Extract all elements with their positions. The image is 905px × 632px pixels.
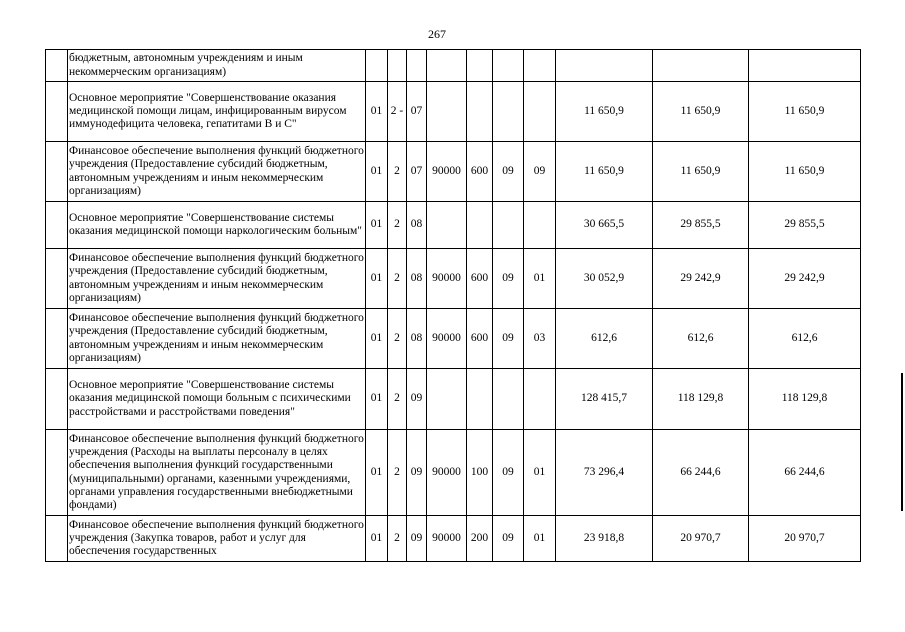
amount-cell: 612,6: [556, 309, 653, 369]
code-cell: [467, 369, 493, 430]
code-cell: [467, 82, 493, 142]
code-cell: 09: [493, 430, 524, 516]
row-marker-cell: [46, 82, 68, 142]
amount-cell: 29 855,5: [749, 202, 861, 249]
description-cell: Финансовое обеспечение выполнения функций бюджетного учреждения (Закупка товаров, работ и услуг для обеспечения государственных: [68, 516, 366, 562]
code-cell: [427, 82, 467, 142]
code-cell: 08: [407, 249, 427, 309]
code-cell: 01: [524, 430, 556, 516]
amount-cell: 11 650,9: [749, 142, 861, 202]
description-cell: Финансовое обеспечение выполнения функций бюджетного учреждения (Предоставление субсидий бюджетным, автономным учреждениям и иным некоммерческим организациям): [68, 249, 366, 309]
amount-cell: 11 650,9: [556, 142, 653, 202]
amount-cell: 20 970,7: [653, 516, 749, 562]
code-cell: 01: [366, 369, 388, 430]
code-cell: [524, 50, 556, 82]
code-cell: [427, 202, 467, 249]
code-cell: 2: [388, 430, 407, 516]
code-cell: [467, 50, 493, 82]
row-marker-cell: [46, 249, 68, 309]
code-cell: 09: [407, 369, 427, 430]
amount-cell: 118 129,8: [749, 369, 861, 430]
amount-cell: 20 970,7: [749, 516, 861, 562]
amount-cell: 29 855,5: [653, 202, 749, 249]
amount-cell: [749, 50, 861, 82]
description-cell: Основное мероприятие "Совершенствование системы оказания медицинской помощи больным с психическими расстройствами и расстройствами поведения": [68, 369, 366, 430]
amount-cell: [653, 50, 749, 82]
amount-cell: 23 918,8: [556, 516, 653, 562]
table-body: [46, 50, 861, 562]
code-cell: [493, 369, 524, 430]
code-cell: 01: [366, 516, 388, 562]
code-cell: [427, 369, 467, 430]
code-cell: [493, 82, 524, 142]
amount-cell: 11 650,9: [653, 82, 749, 142]
amount-cell: 29 242,9: [653, 249, 749, 309]
code-cell: 90000: [427, 249, 467, 309]
code-cell: 01: [524, 249, 556, 309]
code-cell: 01: [524, 516, 556, 562]
code-cell: 100: [467, 430, 493, 516]
description-cell: Основное мероприятие "Совершенствование оказания медицинской помощи лицам, инфицированным вирусом иммунодефицита человека, гепатитами В и С": [68, 82, 366, 142]
code-cell: 2 -: [388, 82, 407, 142]
code-cell: [388, 50, 407, 82]
code-cell: 200: [467, 516, 493, 562]
code-cell: 08: [407, 309, 427, 369]
code-cell: 09: [407, 430, 427, 516]
code-cell: [407, 50, 427, 82]
code-cell: 600: [467, 142, 493, 202]
amount-cell: 612,6: [749, 309, 861, 369]
row-marker-cell: [46, 309, 68, 369]
code-cell: [493, 50, 524, 82]
code-cell: 08: [407, 202, 427, 249]
code-cell: 03: [524, 309, 556, 369]
table-row: [46, 142, 861, 202]
code-cell: 600: [467, 249, 493, 309]
code-cell: 09: [493, 309, 524, 369]
budget-table: [45, 49, 861, 562]
amount-cell: 30 052,9: [556, 249, 653, 309]
amount-cell: 11 650,9: [556, 82, 653, 142]
code-cell: 09: [493, 249, 524, 309]
description-cell: бюджетным, автономным учреждениям и иным некоммерческим организациям): [68, 50, 366, 82]
code-cell: 600: [467, 309, 493, 369]
table-row: [46, 309, 861, 369]
table-row: [46, 369, 861, 430]
code-cell: 01: [366, 142, 388, 202]
description-cell: Финансовое обеспечение выполнения функций бюджетного учреждения (Предоставление субсидий бюджетным, автономным учреждениям и иным некоммерческим организациям): [68, 309, 366, 369]
table-row: [46, 202, 861, 249]
code-cell: 90000: [427, 309, 467, 369]
code-cell: [427, 50, 467, 82]
row-marker-cell: [46, 516, 68, 562]
code-cell: [524, 369, 556, 430]
amount-cell: 29 242,9: [749, 249, 861, 309]
code-cell: 01: [366, 309, 388, 369]
row-marker-cell: [46, 202, 68, 249]
table-row: [46, 50, 861, 82]
table-row: [46, 430, 861, 516]
description-cell: Финансовое обеспечение выполнения функций бюджетного учреждения (Расходы на выплаты персоналу в целях обеспечения выполнения функций государственными (муниципальными) органами, казенными учреждениями, органами управления государственными внебюджетными фондами): [68, 430, 366, 516]
description-cell: Основное мероприятие "Совершенствование системы оказания медицинской помощи наркологическим больным": [68, 202, 366, 249]
row-marker-cell: [46, 430, 68, 516]
amount-cell: 30 665,5: [556, 202, 653, 249]
code-cell: 90000: [427, 430, 467, 516]
amount-cell: 66 244,6: [749, 430, 861, 516]
code-cell: 2: [388, 142, 407, 202]
code-cell: 01: [366, 249, 388, 309]
table-row: [46, 82, 861, 142]
row-marker-cell: [46, 369, 68, 430]
amount-cell: 612,6: [653, 309, 749, 369]
description-cell: Финансовое обеспечение выполнения функций бюджетного учреждения (Предоставление субсидий бюджетным, автономным учреждениям и иным некоммерческим организациям): [68, 142, 366, 202]
code-cell: 07: [407, 142, 427, 202]
code-cell: 90000: [427, 142, 467, 202]
code-cell: 09: [493, 142, 524, 202]
code-cell: 2: [388, 309, 407, 369]
amount-cell: 11 650,9: [653, 142, 749, 202]
code-cell: 01: [366, 82, 388, 142]
code-cell: 09: [407, 516, 427, 562]
row-marker-cell: [46, 142, 68, 202]
page-edge-marker: [901, 373, 903, 511]
code-cell: 07: [407, 82, 427, 142]
code-cell: 90000: [427, 516, 467, 562]
code-cell: [524, 82, 556, 142]
code-cell: 01: [366, 202, 388, 249]
page-number: 267: [428, 27, 446, 41]
code-cell: 09: [524, 142, 556, 202]
code-cell: 2: [388, 369, 407, 430]
row-marker-cell: [46, 50, 68, 82]
code-cell: 2: [388, 516, 407, 562]
amount-cell: 11 650,9: [749, 82, 861, 142]
code-cell: 01: [366, 430, 388, 516]
amount-cell: 73 296,4: [556, 430, 653, 516]
table-row: [46, 249, 861, 309]
amount-cell: 128 415,7: [556, 369, 653, 430]
code-cell: [493, 202, 524, 249]
code-cell: [366, 50, 388, 82]
table-row: [46, 516, 861, 562]
amount-cell: [556, 50, 653, 82]
code-cell: 2: [388, 202, 407, 249]
code-cell: [467, 202, 493, 249]
code-cell: 09: [493, 516, 524, 562]
amount-cell: 118 129,8: [653, 369, 749, 430]
code-cell: [524, 202, 556, 249]
amount-cell: 66 244,6: [653, 430, 749, 516]
code-cell: 2: [388, 249, 407, 309]
